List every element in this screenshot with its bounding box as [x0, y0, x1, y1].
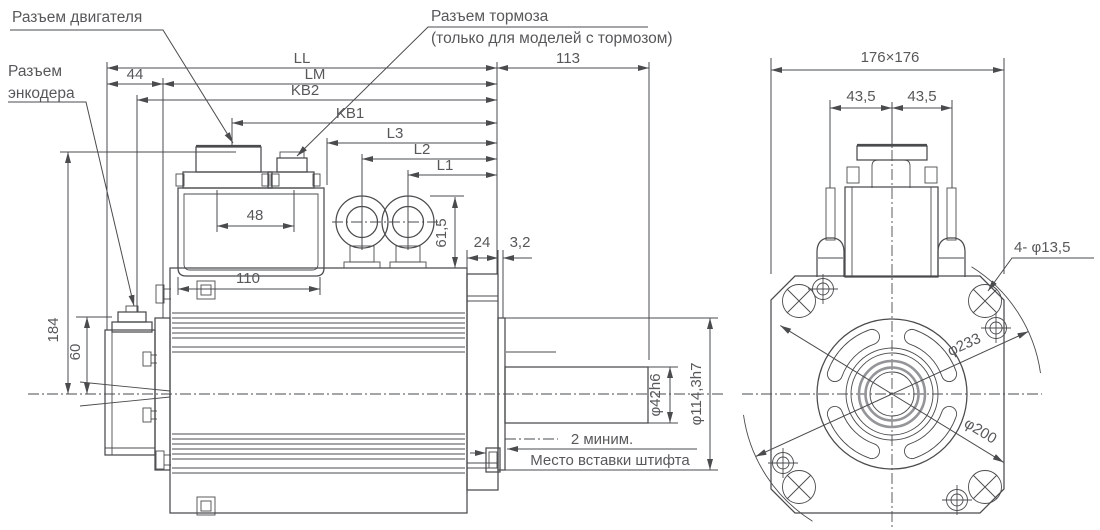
dim-61-5: 61,5: [433, 218, 450, 248]
pin-min-note: 2 миним.: [570, 431, 634, 448]
encoder-connector: [112, 306, 152, 332]
front-flange-outline: [771, 276, 1004, 513]
dim-LL: LL: [293, 50, 311, 67]
dim-44: 44: [126, 66, 144, 83]
dim-L1: L1: [436, 157, 454, 174]
brake-connector-label-2: (только для моделей с тормозом): [431, 30, 673, 47]
motor-body: [156, 268, 467, 515]
mounting-flange: [467, 274, 498, 490]
dim-KB1: KB1: [335, 105, 365, 122]
dim-184: 184: [45, 317, 62, 343]
circle-233-arc-top-right: [972, 267, 1041, 373]
dim-48: 48: [246, 207, 264, 224]
dim-spigot-diameter: φ114,3h7: [688, 362, 705, 426]
pin-place-note: Место вставки штифта: [530, 452, 690, 469]
dim-bolt-holes: 4- φ13,5: [1014, 239, 1071, 256]
dim-KB2: KB2: [290, 82, 320, 99]
dim-circle-233: φ233: [944, 329, 984, 360]
front-terminal-box: [845, 145, 938, 277]
dim-circle-200: φ200: [961, 414, 1000, 448]
face-screws: [768, 274, 1011, 515]
encoder-connector-label-1: Разъем: [8, 63, 63, 80]
side-view-dimensions: [8, 8, 718, 470]
front-eyebolts: [817, 188, 965, 277]
front-view: [742, 145, 1042, 530]
cooling-fins: [172, 313, 465, 473]
dim-110: 110: [236, 270, 260, 287]
dim-113: 113: [556, 50, 580, 67]
circle-233-arc-bottom-left: [744, 415, 813, 521]
encoder-connector-label-2: энкодера: [8, 85, 75, 102]
dim-24: 24: [473, 234, 491, 251]
dim-shaft-diameter: φ42h6: [647, 373, 664, 417]
shaft: [505, 352, 648, 423]
brake-connector-label-1: Разъем тормоза: [431, 8, 549, 25]
dim-flange-size: 176×176: [860, 49, 920, 66]
encoder-housing: [80, 330, 170, 455]
dim-LM: LM: [304, 66, 326, 83]
motor-connector-label: Разъем двигателя: [12, 9, 143, 26]
dim-3-2: 3,2: [509, 234, 531, 251]
dim-L3: L3: [386, 125, 404, 142]
encoder-connector-leader: [8, 102, 134, 306]
rear-bolts: [156, 281, 215, 515]
dim-60: 60: [67, 343, 84, 361]
dim-43-5-right: 43,5: [907, 88, 937, 105]
dim-L2: L2: [413, 141, 431, 158]
dim-43-5-left: 43,5: [846, 88, 876, 105]
terminal-box: [178, 188, 324, 276]
lifting-eyebolts: [332, 196, 438, 268]
